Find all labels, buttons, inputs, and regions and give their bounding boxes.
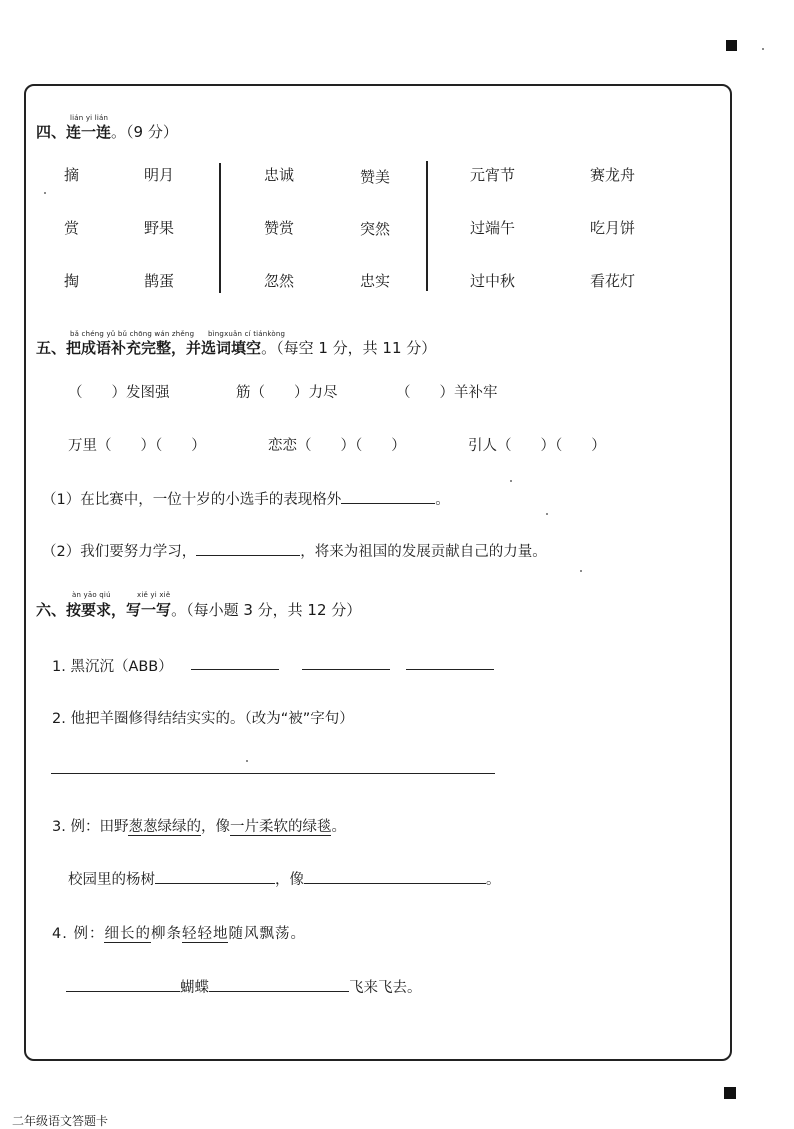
match-word[interactable]: 赞赏 xyxy=(264,219,295,237)
section-5-heading: 五、把成语补充完整，并选词填空。（每空 1 分，共 11 分） xyxy=(36,339,437,357)
match-word[interactable]: 吃月饼 xyxy=(590,219,636,237)
match-word[interactable]: 忽然 xyxy=(264,272,295,290)
match-word[interactable]: 掏 xyxy=(64,272,80,290)
divider-left xyxy=(219,163,221,293)
fill-sentence-1: （1）在比赛中，一位十岁的小选手的表现格外 。 xyxy=(42,488,450,509)
answer-line[interactable] xyxy=(406,669,494,670)
registration-mark-top xyxy=(726,40,737,51)
question-2: 2. 他把羊圈修得结结实实的。（改为“被”字句） xyxy=(52,711,354,727)
match-word[interactable]: 摘 xyxy=(64,166,80,184)
section-4-pinyin: lián yi lián xyxy=(70,114,109,122)
match-word[interactable]: 赛龙舟 xyxy=(590,166,636,184)
answer-blank[interactable] xyxy=(209,977,349,992)
footer-label: 二年级语文答题卡 xyxy=(12,1114,109,1128)
scan-speck xyxy=(762,48,764,50)
idiom-item[interactable]: 恋恋（ ）（ ） xyxy=(268,438,406,454)
match-word[interactable]: 明月 xyxy=(144,166,175,184)
idiom-item[interactable]: （ ）羊补牢 xyxy=(396,385,498,401)
match-word[interactable]: 元宵节 xyxy=(470,166,516,184)
idiom-item[interactable]: （ ）发图强 xyxy=(68,385,170,401)
answer-line[interactable] xyxy=(51,773,495,774)
section-5-pinyin-a: bǎ chéng yǔ bǔ chōng wán zhěng xyxy=(70,330,195,338)
question-4-example: 4. 例：细长的柳条轻轻地随风飘荡。 xyxy=(52,926,306,942)
fill-sentence-2: （2）我们要努力学习， ，将来为祖国的发展贡献自己的力量。 xyxy=(42,540,547,561)
section-6-heading: 六、按要求，写一写。（每小题 3 分，共 12 分） xyxy=(36,601,362,619)
section-6-pinyin-b: xiě yi xiě xyxy=(137,591,171,599)
section-4-heading: 四、连一连。（9 分） xyxy=(36,123,178,141)
answer-blank[interactable] xyxy=(196,541,300,556)
question-1: 1. 黑沉沉（ABB） xyxy=(52,659,173,675)
match-word[interactable]: 忠实 xyxy=(360,272,391,290)
section-6-pinyin-a: àn yāo qiú xyxy=(72,591,111,599)
match-word[interactable]: 忠诚 xyxy=(264,166,295,184)
match-word[interactable]: 过端午 xyxy=(470,219,516,237)
idiom-item[interactable]: 万里（ ）（ ） xyxy=(68,438,206,454)
section-5-pinyin-b: bìngxuǎn cí tiánkòng xyxy=(208,330,286,338)
answer-line[interactable] xyxy=(302,669,390,670)
idiom-item[interactable]: 引人（ ）（ ） xyxy=(468,438,606,454)
answer-blank[interactable] xyxy=(304,869,486,884)
match-word[interactable]: 赞美 xyxy=(360,168,391,186)
idiom-item[interactable]: 筋（ ）力尽 xyxy=(236,385,338,401)
question-3-example: 3. 例：田野葱葱绿绿的，像一片柔软的绿毯。 xyxy=(52,819,346,835)
answer-blank[interactable] xyxy=(66,977,180,992)
divider-right xyxy=(426,161,428,291)
match-word[interactable]: 野果 xyxy=(144,219,175,237)
match-word[interactable]: 鹊蛋 xyxy=(144,272,175,290)
match-word[interactable]: 看花灯 xyxy=(590,272,636,290)
answer-blank[interactable] xyxy=(155,869,275,884)
match-word[interactable]: 过中秋 xyxy=(470,272,516,290)
registration-mark-bottom xyxy=(724,1087,736,1099)
answer-line[interactable] xyxy=(191,669,279,670)
match-word[interactable]: 突然 xyxy=(360,220,391,238)
question-3-fill: 校园里的杨树 ，像 。 xyxy=(68,868,501,889)
match-word[interactable]: 赏 xyxy=(64,219,80,237)
question-4-fill: 蝴蝶 飞来飞去。 xyxy=(66,976,422,997)
answer-blank[interactable] xyxy=(341,489,435,504)
